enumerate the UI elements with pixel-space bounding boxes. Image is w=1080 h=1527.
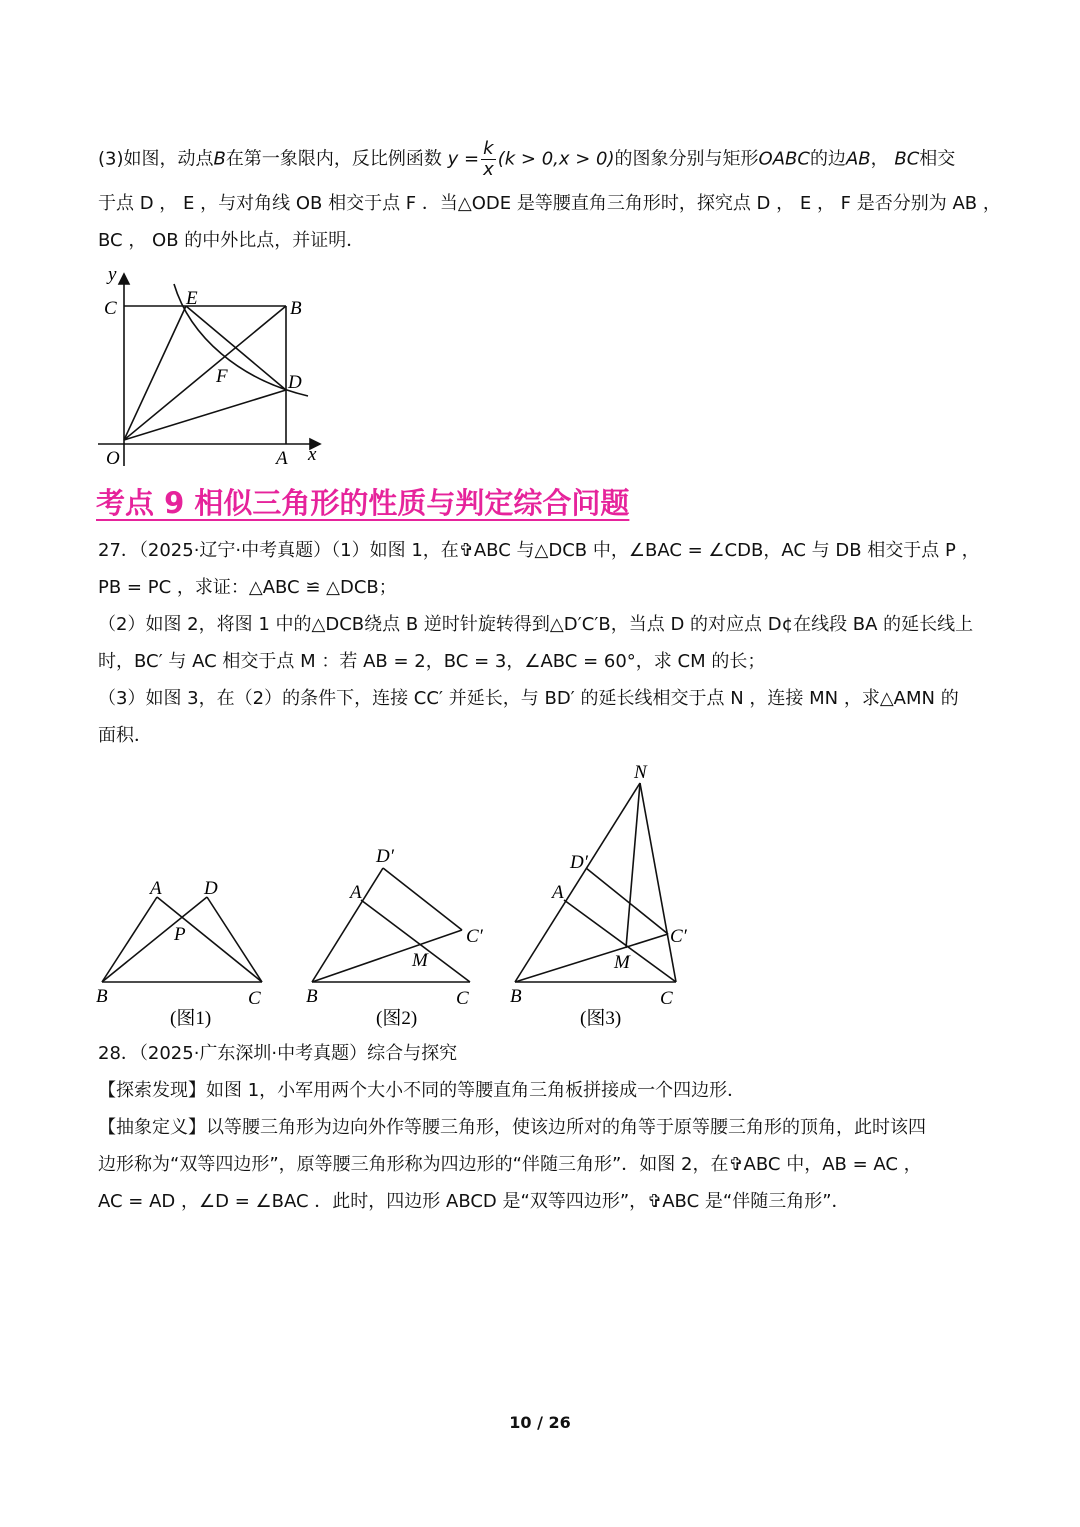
- q3-text-c: 在第一象限内，反比例函数: [225, 148, 442, 170]
- f1-label-p: P: [174, 924, 186, 945]
- f3-label-n: N: [634, 762, 647, 783]
- q3-side-ab: AB: [845, 148, 871, 170]
- f1-label-d: D: [204, 878, 218, 899]
- f2-label-a: A: [350, 882, 362, 903]
- fig3-label-a: A: [276, 448, 288, 469]
- q27-line-3: （2）如图 2，将图 1 中的△DCB绕点 B 逆时针旋转得到△D′C′B，当点 D 的对应点 D¢在线段 BA 的延长线上: [98, 614, 974, 635]
- f3-label-m: M: [614, 952, 630, 973]
- q28-line-4: 边形称为“双等四边形”，原等腰三角形称为四边形的“伴随三角形”．如图 2，在✞ABC 中，AB = AC ，: [98, 1154, 922, 1175]
- f2-label-b: B: [306, 986, 318, 1007]
- q3-line-1: [98, 139, 955, 180]
- q28-line-1: 28．（2025·广东深圳·中考真题）综合与探究: [98, 1043, 458, 1064]
- q3-func-lhs: y =: [447, 148, 480, 170]
- f1-caption: (图1): [170, 1008, 212, 1029]
- q27-line-2: PB = PC ，求证：△ABC ≌ △DCB；: [98, 577, 397, 598]
- f3-label-b: B: [510, 986, 522, 1007]
- f2-label-c2: C′: [466, 926, 483, 947]
- q3-side-bc: BC: [894, 148, 920, 170]
- q27-line-5: （3）如图 3，在（2）的条件下，连接 CC′ 并延长，与 BD′ 的延长线相交于点 N ，连接 MN ，求△AMN 的: [98, 688, 959, 709]
- f2-caption: (图2): [376, 1008, 418, 1029]
- fig3-label-o: O: [106, 448, 120, 469]
- fig3-label-d: D: [288, 372, 302, 393]
- q3-text-l: 相交: [919, 148, 956, 170]
- f2-label-d: D′: [376, 846, 394, 867]
- q27-line-1: 27．（2025·辽宁·中考真题）（1）如图 1，在✞ABC 与△DCB 中，∠BAC = ∠CDB，AC 与 DB 相交于点 P ，: [98, 540, 980, 561]
- fig3-label-f: F: [216, 366, 228, 387]
- q3-text-a: (3)如图，动点: [98, 148, 214, 170]
- f2-label-c: C: [456, 988, 469, 1009]
- fig3-label-e: E: [186, 288, 198, 309]
- f3-label-a: A: [552, 882, 564, 903]
- fig3-label-y: y: [108, 264, 117, 285]
- f1-label-c: C: [248, 988, 261, 1009]
- q28-line-5: AC = AD ，∠D = ∠BAC ．此时，四边形 ABCD 是“双等四边形”，✞ABC 是“伴随三角形”．: [98, 1191, 850, 1212]
- f2-label-m: M: [412, 950, 428, 971]
- q28-line-2: 【探索发现】如图 1，小军用两个大小不同的等腰直角三角板拼接成一个四边形．: [98, 1080, 746, 1101]
- q28-line-3: 【抽象定义】以等腰三角形为边向外作等腰三角形，使该边所对的角等于原等腰三角形的顶角，此时该四: [98, 1117, 926, 1138]
- q3-frac-num: k: [481, 139, 496, 160]
- q3-frac-den: x: [483, 159, 494, 180]
- q3-figure: [90, 262, 340, 472]
- fig3-label-x: x: [308, 444, 317, 465]
- f1-label-a: A: [150, 878, 162, 899]
- q27-line-6: 面积．: [98, 725, 152, 746]
- q3-fraction: [481, 139, 496, 180]
- q3-line-2: 于点 D ， E ，与对角线 OB 相交于点 F ．当△ODE 是等腰直角三角形时，探究点 D ， E ， F 是否分别为 AB ，: [98, 193, 1001, 214]
- q3-text-f: 的图象分别与矩形: [614, 148, 759, 170]
- q3-point-b: B: [213, 148, 226, 170]
- fig3-label-b: B: [290, 298, 302, 319]
- q3-line-3: BC ， OB 的中外比点，并证明．: [98, 230, 365, 251]
- f3-label-c: C: [660, 988, 673, 1009]
- f3-label-c2: C′: [670, 926, 687, 947]
- q3-condition: (k > 0,x > 0): [497, 148, 615, 170]
- f3-label-d: D′: [570, 852, 588, 873]
- q3-text-j: ，: [870, 148, 889, 170]
- fig3-label-c: C: [104, 298, 117, 319]
- q3-rect-name: OABC: [758, 148, 810, 170]
- q27-line-4: 时，BC′ 与 AC 相交于点 M ：若 AB = 2，BC = 3，∠ABC = 60°，求 CM 的长；: [98, 651, 766, 672]
- f1-label-b: B: [96, 986, 108, 1007]
- q3-text-h: 的边: [809, 148, 846, 170]
- section-title: 考点 9 相似三角形的性质与判定综合问题: [96, 486, 630, 520]
- page-number: 10 / 26: [509, 1413, 571, 1432]
- f3-caption: (图3): [580, 1008, 622, 1029]
- q27-figures: [90, 758, 710, 1033]
